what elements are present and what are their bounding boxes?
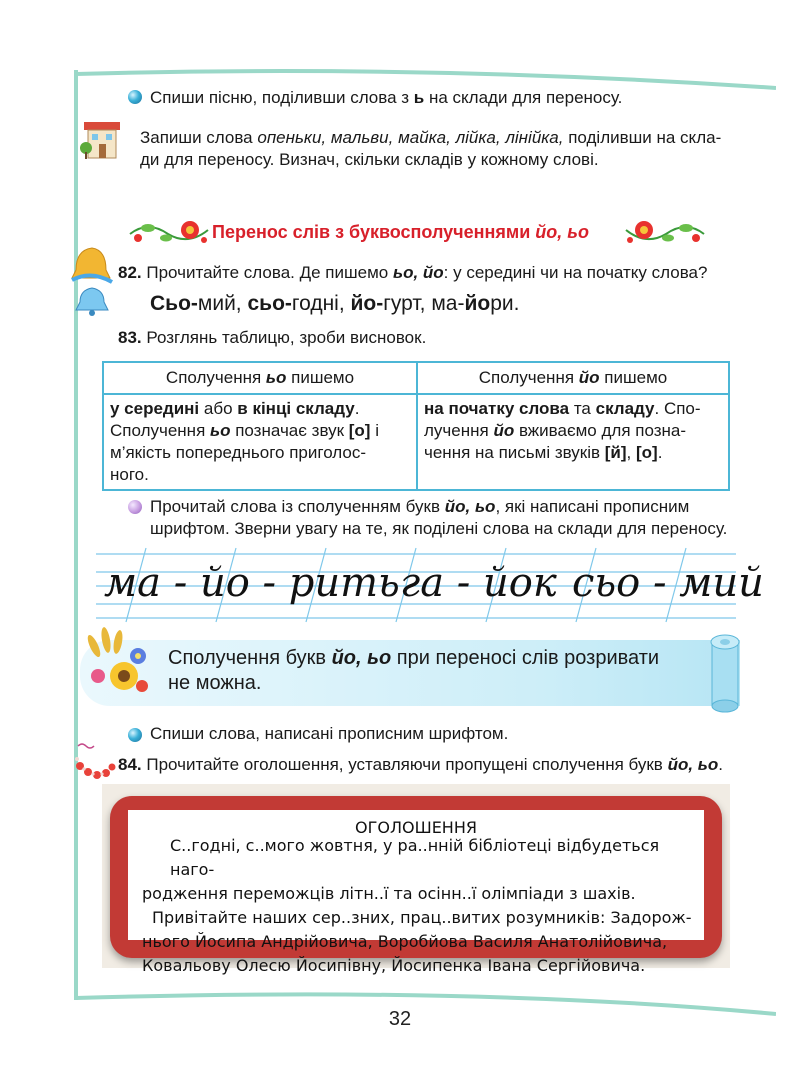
task4-text: Спиши слова, написані прописним шрифтом. (150, 724, 509, 743)
ex84-text: 84. Прочитайте оголошення, уставляючи пропущені сполучення букв йо, ьо. (118, 755, 724, 774)
scroll-icon (706, 632, 744, 714)
section-heading: Перенос слів з буквосполученнями йо, ьо (212, 222, 589, 242)
task1-text: Спиши пісню, поділивши слова з ь на склади для переносу. (150, 88, 623, 107)
announcement-line: нього Йосипа Андрійовича, Воробйова Василя Анатолійовича, (142, 932, 668, 951)
bullet-icon (128, 728, 142, 742)
announcement-line: Ковальову Олесю Йосипівну, Йосипенка Івана Сергійовича. (142, 956, 646, 975)
table-row (103, 394, 729, 490)
house-icon (80, 118, 124, 160)
announcement-title: ОГОЛОШЕННЯ (355, 818, 477, 837)
cursive-word: сьо - мий (572, 560, 764, 606)
bell-icon (66, 240, 116, 320)
cursive-word: ма - йо - рить (104, 560, 400, 606)
table-cell-soft: у середині або в кінці складу. Сполучення ьо позначає звук [о] і м’якість попереднього приголос- ного. (103, 394, 417, 490)
page-number: 32 (388, 1008, 412, 1030)
ex82-text: 82. Прочитайте слова. Де пишемо ьо, йо: у середині чи на початку слова? (118, 263, 708, 282)
flower-ornament-icon (624, 214, 706, 248)
table-header-row (103, 362, 729, 394)
flower-ornament-icon (128, 214, 210, 248)
rule-text: Сполучення букв йо, ьо при переносі слів розривати не можна. (168, 647, 660, 694)
ex82-words: Сьо-мий, сьо-годні, йо-гурт, ма-йори. (150, 292, 520, 315)
announcement-line: С..годні, с..мого жовтня, у ра..нній бібліотеці відбудеться наго- (170, 836, 660, 879)
announcement-line: Привітайте наших сер..зних, прац..витих розумників: Задорож- (152, 908, 692, 927)
table-cell-yo: на початку слова та складу. Спо- лучення йо вживаємо для позна- чення на письмі звуків [й], [о]. (417, 394, 729, 490)
bead-necklace-icon (72, 740, 116, 782)
announcement-body (142, 834, 702, 978)
sunflower-bouquet-icon (80, 626, 154, 706)
bullet-icon (128, 90, 142, 104)
rules-table (102, 361, 730, 491)
task3-text: Прочитай слова із сполученням букв йо, ьо, які написані прописним шрифтом. Зверни увагу на те, як поділені слова на склади для переносу. (150, 497, 728, 538)
bullet-icon (128, 500, 142, 514)
table-header-cell: Сполучення йо пишемо (417, 362, 729, 394)
frame-left-border (74, 70, 78, 1000)
table-header-cell: Сполучення ьо пишемо (103, 362, 417, 394)
cursive-word: га - йок (400, 560, 557, 606)
ex83-text: 83. Розглянь таблицю, зроби висновок. (118, 328, 427, 347)
task2-text: Запиши слова опеньки, мальви, майка, лійка, лінійка, поділивши на скла- ди для переносу. Визнач, скільки складів у кожному слові. (140, 128, 722, 169)
announcement-line: родження переможців літн..ї та осінн..ї олімпіади з шахів. (142, 884, 636, 903)
